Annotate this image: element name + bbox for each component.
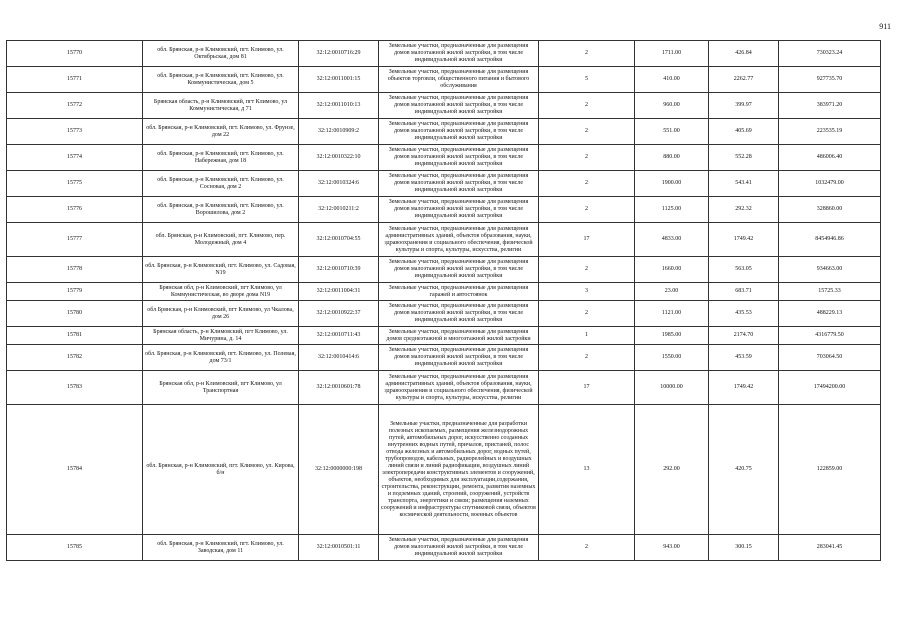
address-cell: обл. Брянская, р-н Климовский, пгт. Климово, ул. Кирова, б/н: [143, 405, 299, 535]
address-cell: обл. Брянская, р-н Климовский, пгт. Климово, ул. Сосновая, дом 2: [143, 171, 299, 197]
cadastral-value-cell: 4316779.50: [779, 327, 881, 345]
cadastral-value-cell: 8454946.86: [779, 223, 881, 257]
row-number-cell: 15785: [7, 535, 143, 561]
land-use-cell: Земельные участки, предназначенные для размещения гаражей и автостоянок: [379, 283, 539, 301]
cadastral-number-cell: 32:12:0010704:55: [299, 223, 379, 257]
row-number-cell: 15774: [7, 145, 143, 171]
table-row: [7, 535, 881, 561]
area-cell: 410.00: [635, 67, 709, 93]
specific-value-cell: 1749.42: [709, 223, 779, 257]
table-row: [7, 93, 881, 119]
cadastral-number-cell: 32:12:0010922:37: [299, 301, 379, 327]
area-cell: 4833.00: [635, 223, 709, 257]
row-number-cell: 15775: [7, 171, 143, 197]
use-group-cell: 5: [539, 67, 635, 93]
specific-value-cell: 543.41: [709, 171, 779, 197]
page-number: 911: [879, 22, 891, 31]
table-row: [7, 223, 881, 257]
area-cell: 23.00: [635, 283, 709, 301]
area-cell: 1900.00: [635, 171, 709, 197]
use-group-cell: 1: [539, 327, 635, 345]
cadastral-number-cell: 32:12:0010501:11: [299, 535, 379, 561]
use-group-cell: 2: [539, 93, 635, 119]
specific-value-cell: 405.69: [709, 119, 779, 145]
row-number-cell: 15776: [7, 197, 143, 223]
land-use-cell: Земельные участки, предназначенные для разработки полезных ископаемых, размещения железнодорожных путей, автомобильных дорог, искусственно созданных внутренних водных путей, причалов, пристаней, полос отвода железных и автомобильных дорог, водных путей, трубопроводов, кабельных, радиорелейных и воздушных линий связи и линий радиофикации, воздушных линий электропередачи конструктивных элементов и сооружений, объектов, необходимых для эксплуатации,содержания, строительства, реконструкции, ремонта, развития наземных и подземных зданий, строений, сооружений, устройств транспорта, энергетики и связи; размещения наземных сооружений и инфраструктуры спутниковой связи, объектов космической деятельности, военных объектов: [379, 405, 539, 535]
land-use-cell: Земельные участки, предназначенные для размещения домов среднеэтажной и многоэтажной жилой застройки: [379, 327, 539, 345]
use-group-cell: 17: [539, 223, 635, 257]
use-group-cell: 2: [539, 197, 635, 223]
area-cell: 880.00: [635, 145, 709, 171]
area-cell: 1121.00: [635, 301, 709, 327]
cadastral-number-cell: 32:12:0010211:2: [299, 197, 379, 223]
specific-value-cell: 453.59: [709, 345, 779, 371]
cadastral-value-cell: 730323.24: [779, 41, 881, 67]
area-cell: 10000.00: [635, 371, 709, 405]
cadastral-value-cell: 486006.40: [779, 145, 881, 171]
use-group-cell: 3: [539, 283, 635, 301]
table-row: [7, 67, 881, 93]
address-cell: обл. Брянская, р-н Климовский, пгт. Климово, ул. Набережная, дом 18: [143, 145, 299, 171]
area-cell: 292.00: [635, 405, 709, 535]
address-cell: обл. Брянская, р-н Климовский, пгт. Климово, ул. Фрунзе, дом 22: [143, 119, 299, 145]
area-cell: 551.00: [635, 119, 709, 145]
table-row: [7, 371, 881, 405]
land-use-cell: Земельные участки, предназначенные для размещения домов малоэтажной жилой застройки, в том числе индивидуальной жилой застройки: [379, 345, 539, 371]
cadastral-value-cell: 488229.13: [779, 301, 881, 327]
use-group-cell: 2: [539, 535, 635, 561]
cadastral-value-cell: 934663.00: [779, 257, 881, 283]
land-use-cell: Земельные участки, предназначенные для размещения административных зданий, объектов образования, науки, здравоохранения и социального обеспечения, физической культуры и спорта, культуры, искусства, религии: [379, 223, 539, 257]
address-cell: обл Брянская, р-н Климовский, пгт Климово, ул Чкалова, дом 26: [143, 301, 299, 327]
area-cell: 1985.00: [635, 327, 709, 345]
cadastral-number-cell: 32:12:0000000:198: [299, 405, 379, 535]
use-group-cell: 2: [539, 119, 635, 145]
use-group-cell: 2: [539, 257, 635, 283]
cadastral-value-cell: 122859.00: [779, 405, 881, 535]
use-group-cell: 2: [539, 345, 635, 371]
cadastral-number-cell: 32:12:0010601:78: [299, 371, 379, 405]
cadastral-number-cell: 32:12:0011010:13: [299, 93, 379, 119]
specific-value-cell: 683.71: [709, 283, 779, 301]
land-use-cell: Земельные участки, предназначенные для размещения домов малоэтажной жилой застройки, в том числе индивидуальной жилой застройки: [379, 145, 539, 171]
specific-value-cell: 435.53: [709, 301, 779, 327]
specific-value-cell: 552.28: [709, 145, 779, 171]
cadastral-value-cell: 927735.70: [779, 67, 881, 93]
table-row: [7, 171, 881, 197]
table-row: [7, 119, 881, 145]
address-cell: обл. Брянская, р-н Климовский, пгт. Климово, ул. Заводская, дом 11: [143, 535, 299, 561]
cadastral-number-cell: 32:12:0010909:2: [299, 119, 379, 145]
specific-value-cell: 426.84: [709, 41, 779, 67]
address-cell: Брянская обл, р-н Климовский, пгт Климово, ул Коммунистическая, во дворе дома N19: [143, 283, 299, 301]
row-number-cell: 15770: [7, 41, 143, 67]
area-cell: 1660.00: [635, 257, 709, 283]
use-group-cell: 2: [539, 145, 635, 171]
cadastral-value-cell: 703064.50: [779, 345, 881, 371]
cadastral-value-table: [6, 40, 881, 561]
land-use-cell: Земельные участки, предназначенные для размещения административных зданий, объектов образования, науки, здравоохранения и социального обеспечения, физической культуры и спорта, культуры, искусства, религии: [379, 371, 539, 405]
cadastral-number-cell: 32:12:0010414:6: [299, 345, 379, 371]
land-use-cell: Земельные участки, предназначенные для размещения домов малоэтажной жилой застройки, в том числе индивидуальной жилой застройки: [379, 93, 539, 119]
land-use-cell: Земельные участки, предназначенные для размещения домов малоэтажной жилой застройки, в том числе индивидуальной жилой застройки: [379, 197, 539, 223]
address-cell: обл. Брянская, р-н Климовский, пгт. Климово, ул. Садовая, N19: [143, 257, 299, 283]
table-body: [7, 41, 881, 561]
use-group-cell: 13: [539, 405, 635, 535]
cadastral-value-cell: 223535.19: [779, 119, 881, 145]
row-number-cell: 15772: [7, 93, 143, 119]
specific-value-cell: 2262.77: [709, 67, 779, 93]
address-cell: обл. Брянская, р-н Климовский, пгт. Климово, пер. Молодежный, дом 4: [143, 223, 299, 257]
row-number-cell: 15779: [7, 283, 143, 301]
row-number-cell: 15780: [7, 301, 143, 327]
specific-value-cell: 1749.42: [709, 371, 779, 405]
table-row: [7, 41, 881, 67]
address-cell: обл. Брянская, р-н Климовский, пгт. Климово, ул. Ворошилова, дом 2: [143, 197, 299, 223]
cadastral-number-cell: 32:12:0010324:6: [299, 171, 379, 197]
address-cell: обл. Брянская, р-н Климовский, пгт. Климово, ул. Октябрьская, дом 81: [143, 41, 299, 67]
cadastral-value-cell: 1032479.00: [779, 171, 881, 197]
cadastral-number-cell: 32:12:0011001:15: [299, 67, 379, 93]
cadastral-value-cell: 383971.20: [779, 93, 881, 119]
area-cell: 960.00: [635, 93, 709, 119]
specific-value-cell: 2174.70: [709, 327, 779, 345]
row-number-cell: 15782: [7, 345, 143, 371]
row-number-cell: 15771: [7, 67, 143, 93]
table-row: [7, 257, 881, 283]
cadastral-value-cell: 17494200.00: [779, 371, 881, 405]
table-row: [7, 345, 881, 371]
land-use-cell: Земельные участки, предназначенные для размещения домов малоэтажной жилой застройки, в том числе индивидуальной жилой застройки: [379, 257, 539, 283]
land-use-cell: Земельные участки, предназначенные для размещения домов малоэтажной жилой застройки, в том числе индивидуальной жилой застройки: [379, 41, 539, 67]
row-number-cell: 15778: [7, 257, 143, 283]
cadastral-number-cell: 32:12:0010710:39: [299, 257, 379, 283]
use-group-cell: 2: [539, 171, 635, 197]
area-cell: 1550.00: [635, 345, 709, 371]
table-row: [7, 197, 881, 223]
row-number-cell: 15773: [7, 119, 143, 145]
table-row: [7, 327, 881, 345]
cadastral-number-cell: 32:12:0010716:29: [299, 41, 379, 67]
cadastral-value-cell: 15725.33: [779, 283, 881, 301]
land-use-cell: Земельные участки, предназначенные для размещения домов малоэтажной жилой застройки, в том числе индивидуальной жилой застройки: [379, 119, 539, 145]
row-number-cell: 15784: [7, 405, 143, 535]
cadastral-value-cell: 283041.45: [779, 535, 881, 561]
address-cell: обл. Брянская, р-н Климовский, пгт. Климово, ул. Коммунистическая, дом 5: [143, 67, 299, 93]
cadastral-number-cell: 32:12:0010711:43: [299, 327, 379, 345]
row-number-cell: 15781: [7, 327, 143, 345]
use-group-cell: 2: [539, 41, 635, 67]
land-use-cell: Земельные участки, предназначенные для размещения домов малоэтажной жилой застройки, в том числе индивидуальной жилой застройки: [379, 301, 539, 327]
table-row: [7, 283, 881, 301]
address-cell: Брянская обл, р-н Климовский, пгт Климово, ул Транспортная: [143, 371, 299, 405]
table-row: [7, 145, 881, 171]
row-number-cell: 15783: [7, 371, 143, 405]
specific-value-cell: 563.05: [709, 257, 779, 283]
cadastral-number-cell: 32:12:0011004:31: [299, 283, 379, 301]
address-cell: Брянская область, р-н Климовский, пгт Климово, ул Коммунистическая, д 71: [143, 93, 299, 119]
address-cell: обл. Брянская, р-н Климовский, пгт. Климово, ул. Полевая, дом 73/1: [143, 345, 299, 371]
table-row: [7, 301, 881, 327]
use-group-cell: 2: [539, 301, 635, 327]
land-use-cell: Земельные участки, предназначенные для размещения домов малоэтажной жилой застройки, в том числе индивидуальной жилой застройки: [379, 171, 539, 197]
cadastral-number-cell: 32:12:0010322:10: [299, 145, 379, 171]
table-row: [7, 405, 881, 535]
land-use-cell: Земельные участки, предназначенные для размещения объектов торговли, общественного питания и бытового обслуживания: [379, 67, 539, 93]
area-cell: 943.00: [635, 535, 709, 561]
specific-value-cell: 292.32: [709, 197, 779, 223]
specific-value-cell: 399.97: [709, 93, 779, 119]
land-use-cell: Земельные участки, предназначенные для размещения домов малоэтажной жилой застройки, в том числе индивидуальной жилой застройки: [379, 535, 539, 561]
specific-value-cell: 300.15: [709, 535, 779, 561]
area-cell: 1125.00: [635, 197, 709, 223]
row-number-cell: 15777: [7, 223, 143, 257]
use-group-cell: 17: [539, 371, 635, 405]
area-cell: 1711.00: [635, 41, 709, 67]
specific-value-cell: 420.75: [709, 405, 779, 535]
address-cell: Брянская область, р-н Климовский, пгт Климово, ул. Мичурина, д. 14: [143, 327, 299, 345]
cadastral-value-cell: 328860.00: [779, 197, 881, 223]
